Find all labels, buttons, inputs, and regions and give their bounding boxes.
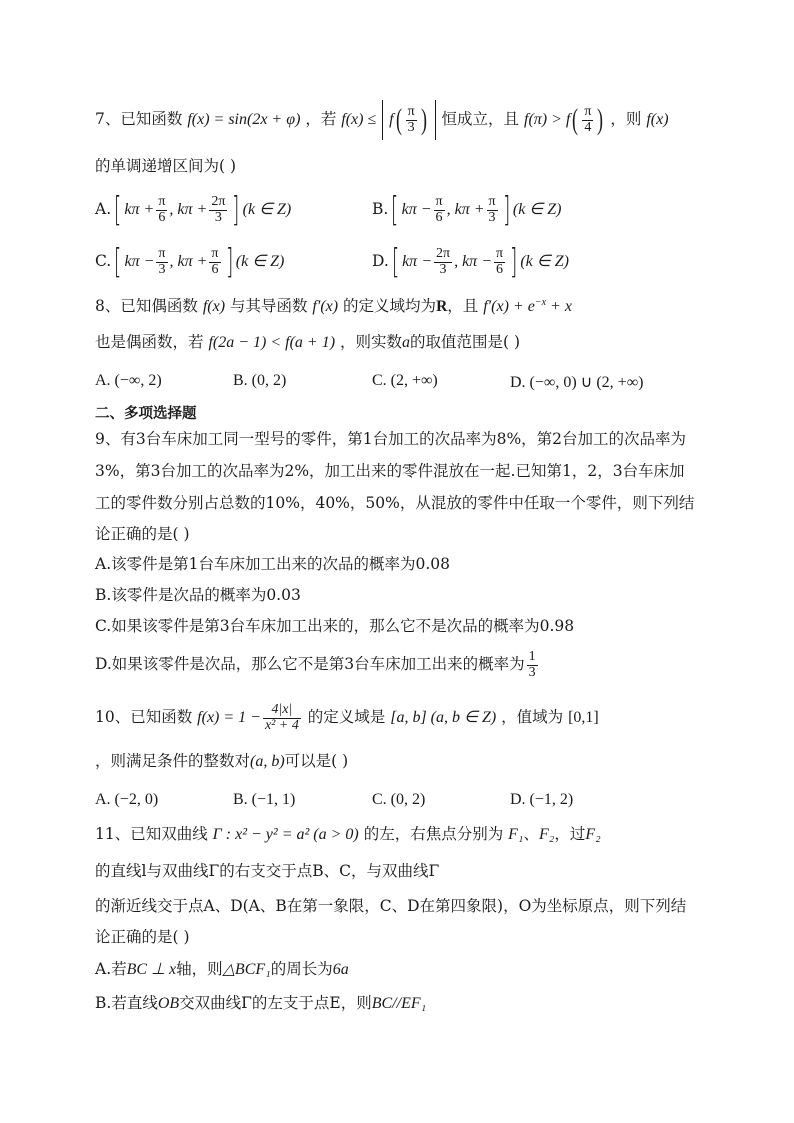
abs-bar-right — [435, 100, 436, 140]
q7-condition2: f(π) > f — [524, 111, 571, 128]
q7-function: f(x) = sin(2x + φ) — [187, 111, 301, 128]
pi-over-4: $\frac{\pi}{4}$ — [584, 103, 592, 135]
q10-option-c: C. (0, 2) — [372, 791, 426, 808]
q11-line2: 的直线l与双曲线Γ的右支交于点B、C，与双曲线Γ — [95, 862, 440, 880]
q9-option-d: D.如果该零件是次品，那么它不是第3台车床加工出来的概率为 $\frac{1}{3}$ — [95, 649, 536, 680]
q10-fraction: $\frac{4|x|}{\text{x² + 4}}$ — [264, 702, 299, 733]
q8-option-d: D. (−∞, 0) ∪ (2, +∞) — [510, 374, 644, 391]
paren: ) — [420, 103, 427, 136]
q7-text: 恒成立，且 — [441, 110, 520, 128]
q10-line2: ，则满足条件的整数对(a, b)可以是( ) — [95, 752, 349, 770]
paren: ( — [395, 103, 402, 136]
q7-f: f — [389, 111, 394, 128]
q9-line1: 9、有3台车床加工同一型号的零件，第1台加工的次品率为8%，第2台加工的次品率为 — [95, 430, 687, 448]
q7-option-c: C.[ kπ − $\frac{\pi}{3}$ , kπ + $\frac{\pi}{6}$ ] (k ∈ Z) — [95, 242, 285, 282]
q7-line2: 的单调递增区间为( ) — [95, 157, 237, 175]
q11-option-b: B.若直线OB交双曲线Γ的左支于点E，则BC//EF₁ — [95, 994, 427, 1012]
q9-line2: 3%，第3台加工的次品率为2%，加工出来的零件混放在一起.已知第1，2，3台车床加 — [95, 462, 685, 480]
q9-option-c: C.如果该零件是第3台车床加工出来的，那么它不是次品的概率为0.98 — [95, 617, 575, 635]
q10-option-b: B. (−1, 1) — [233, 791, 296, 808]
q7-option-b: B.[ kπ − $\frac{\pi}{6}$ , kπ + $\frac{\pi}{3}$ ] (k ∈ Z) — [372, 190, 562, 230]
section-heading: 二、多项选择题 — [95, 406, 197, 422]
q7-condition-left: f(x) ≤ — [341, 111, 377, 128]
q8-option-b: B. (0, 2) — [233, 372, 287, 389]
q10-line1: 10、已知函数 f(x) = 1 − $\frac{4|x|}{\text{x² + 4}}$ 的定义域是 [a, b] (a, b ∈ Z) ，值域为 [0,1] — [95, 702, 599, 733]
q7-option-a: A.[ kπ + $\frac{\pi}{6}$ , kπ + $\frac{2\pi}{3}$ ] (k ∈ Z) — [95, 190, 292, 230]
q8-option-a: A. (−∞, 2) — [95, 372, 162, 389]
q7-fx: f(x) — [646, 111, 669, 128]
paren: ) — [597, 103, 604, 136]
q9-line4: 论正确的是( ) — [95, 525, 190, 543]
paren: ( — [572, 103, 579, 136]
q8-line2: 也是偶函数，若 f(2a − 1) < f(a + 1) ，则实数a的取值范围是( ) — [95, 333, 521, 351]
q7-stem: 7、已知函数 — [95, 110, 183, 128]
abs-bar-left — [382, 100, 383, 140]
q7-text: ，则 — [610, 110, 642, 128]
q8-line1: 8、已知偶函数 f(x) 与其导函数 f′(x) 的定义域均为R，且 $f'(x) + e^{-x} + x$ — [95, 297, 572, 316]
q7-text: ，若 — [305, 110, 337, 128]
q8-option-c: C. (2, +∞) — [372, 372, 438, 389]
q11-option-a: A.若BC ⊥ x轴，则△BCF₁的周长为6a — [95, 960, 349, 978]
q7-option-d: D.[ kπ − $\frac{2\pi}{3}$ , kπ − $\frac{\pi}{6}$ ] (k ∈ Z) — [372, 242, 569, 282]
q10-option-a: A. (−2, 0) — [95, 791, 159, 808]
q10-option-d: D. (−1, 2) — [510, 791, 574, 808]
q9-option-b: B.该零件是次品的概率为0.03 — [95, 586, 301, 604]
one-third: $\frac{1}{3}$ — [528, 649, 536, 680]
pi-over-3: $\frac{\pi}{3}$ — [407, 103, 415, 135]
q11-line4: 论正确的是( ) — [95, 928, 190, 946]
q9-line3: 工的零件数分别占总数的10%，40%，50%，从混放的零件中任取一个零件，则下列结 — [95, 494, 695, 512]
q11-line1: 11、已知双曲线 Γ : x² − y² = a² (a > 0) 的左，右焦点分别为 F₁、F₂，过F₂ — [95, 825, 601, 843]
q11-line3: 的渐近线交于点A、D(A、B在第一象限，C、D在第四象限)，O为坐标原点，则下列结 — [95, 897, 687, 915]
q9-option-a: A.该零件是第1台车床加工出来的次品的概率为0.08 — [95, 555, 450, 573]
q7-line1 — [95, 100, 669, 140]
